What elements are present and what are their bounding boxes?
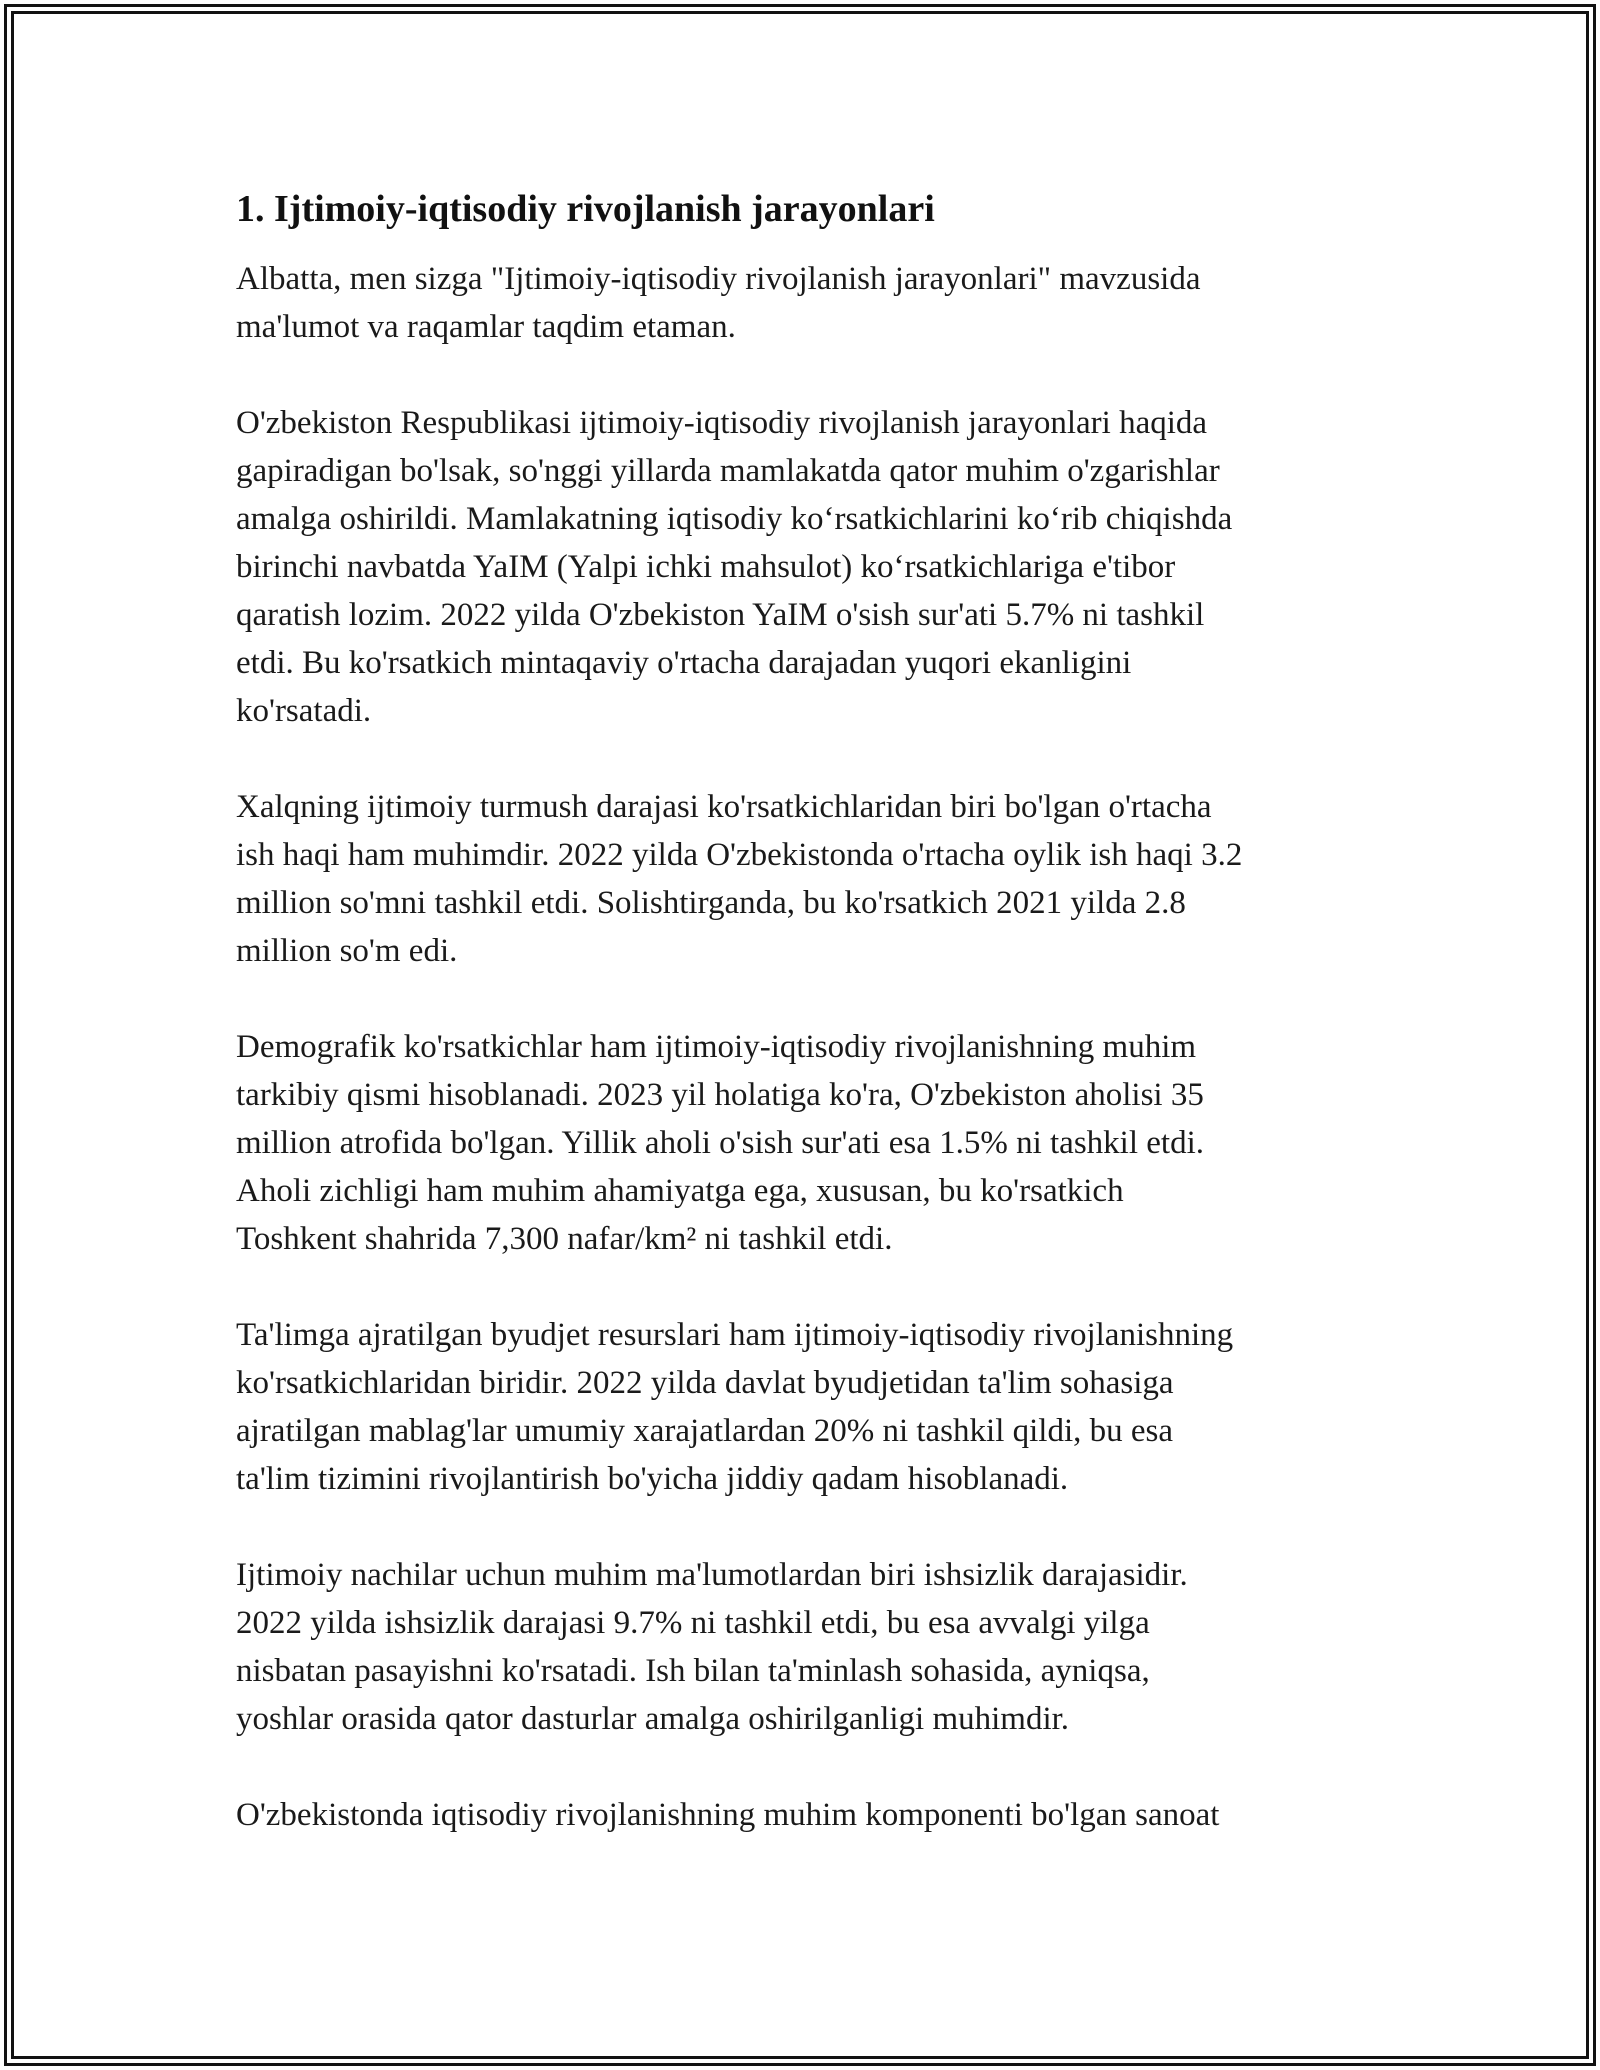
paragraph-line: Albatta, men sizga "Ijtimoiy-iqtisodiy rivojlanish jarayonlari" mavzusida xyxy=(236,261,1201,297)
paragraph xyxy=(236,255,1376,351)
paragraph-line: million atrofida bo'lgan. Yillik aholi o'sish sur'ati esa 1.5% ni tashkil etdi. xyxy=(236,1125,1204,1161)
paragraph-line: qaratish lozim. 2022 yilda O'zbekiston YaIM o'sish sur'ati 5.7% ni tashkil xyxy=(236,597,1205,633)
paragraph-line: O'zbekiston Respublikasi ijtimoiy-iqtisodiy rivojlanish jarayonlari haqida xyxy=(236,405,1208,441)
paragraph xyxy=(236,1023,1376,1263)
paragraph-line: Xalqning ijtimoiy turmush darajasi ko'rsatkichlaridan biri bo'lgan o'rtacha xyxy=(236,789,1212,825)
paragraph-line: 2022 yilda ishsizlik darajasi 9.7% ni tashkil etdi, bu esa avvalgi yilga xyxy=(236,1605,1150,1641)
paragraph-line: Ta'limga ajratilgan byudjet resurslari ham ijtimoiy-iqtisodiy rivojlanishning xyxy=(236,1317,1234,1353)
paragraph-line: ajratilgan mablag'lar umumiy xarajatlardan 20% ni tashkil qildi, bu esa xyxy=(236,1413,1174,1449)
paragraph-line: birinchi navbatda YaIM (Yalpi ichki mahsulot) ko‘rsatkichlariga e'tibor xyxy=(236,549,1176,585)
paragraph-line: nisbatan pasayishni ko'rsatadi. Ish bilan ta'minlash sohasida, ayniqsa, xyxy=(236,1653,1150,1689)
section-heading: 1. Ijtimoiy-iqtisodiy rivojlanish jarayonlari xyxy=(236,188,935,230)
paragraph-line: million so'm edi. xyxy=(236,933,458,969)
paragraph xyxy=(236,1791,1376,1839)
paragraph xyxy=(236,1311,1376,1503)
paragraph xyxy=(236,783,1376,975)
paragraph-line: Demografik ko'rsatkichlar ham ijtimoiy-iqtisodiy rivojlanishning muhim xyxy=(236,1029,1197,1065)
paragraph-line: ma'lumot va raqamlar taqdim etaman. xyxy=(236,309,736,345)
paragraph-line: Toshkent shahrida 7,300 nafar/km² ni tashkil etdi. xyxy=(236,1221,893,1257)
paragraph-line: ko'rsatkichlaridan biridir. 2022 yilda davlat byudjetidan ta'lim sohasiga xyxy=(236,1365,1174,1401)
paragraph-line: O'zbekistonda iqtisodiy rivojlanishning muhim komponenti bo'lgan sanoat xyxy=(236,1797,1220,1833)
paragraph xyxy=(236,399,1376,735)
paragraph-line: million so'mni tashkil etdi. Solishtirganda, bu ko'rsatkich 2021 yilda 2.8 xyxy=(236,885,1186,921)
paragraph-line: amalga oshirildi. Mamlakatning iqtisodiy ko‘rsatkichlarini ko‘rib chiqishda xyxy=(236,501,1233,537)
paragraph-line: ish haqi ham muhimdir. 2022 yilda O'zbekistonda o'rtacha oylik ish haqi 3.2 xyxy=(236,837,1243,873)
paragraph-line: Aholi zichligi ham muhim ahamiyatga ega, xususan, bu ko'rsatkich xyxy=(236,1173,1124,1209)
paragraph-list xyxy=(236,255,1376,1839)
paragraph-line: ko'rsatadi. xyxy=(236,693,372,729)
paragraph-line: etdi. Bu ko'rsatkich mintaqaviy o'rtacha darajadan yuqori ekanligini xyxy=(236,645,1132,681)
document-body xyxy=(236,185,1376,1887)
paragraph-line: Ijtimoiy nachilar uchun muhim ma'lumotlardan biri ishsizlik darajasidir. xyxy=(236,1557,1188,1593)
paragraph-line: yoshlar orasida qator dasturlar amalga oshirilganligi muhimdir. xyxy=(236,1701,1070,1737)
paragraph-line: gapiradigan bo'lsak, so'nggi yillarda mamlakatda qator muhim o'zgarishlar xyxy=(236,453,1220,489)
paragraph-line: tarkibiy qismi hisoblanadi. 2023 yil holatiga ko'ra, O'zbekiston aholisi 35 xyxy=(236,1077,1204,1113)
paragraph-line: ta'lim tizimini rivojlantirish bo'yicha jiddiy qadam hisoblanadi. xyxy=(236,1461,1069,1497)
paragraph xyxy=(236,1551,1376,1743)
